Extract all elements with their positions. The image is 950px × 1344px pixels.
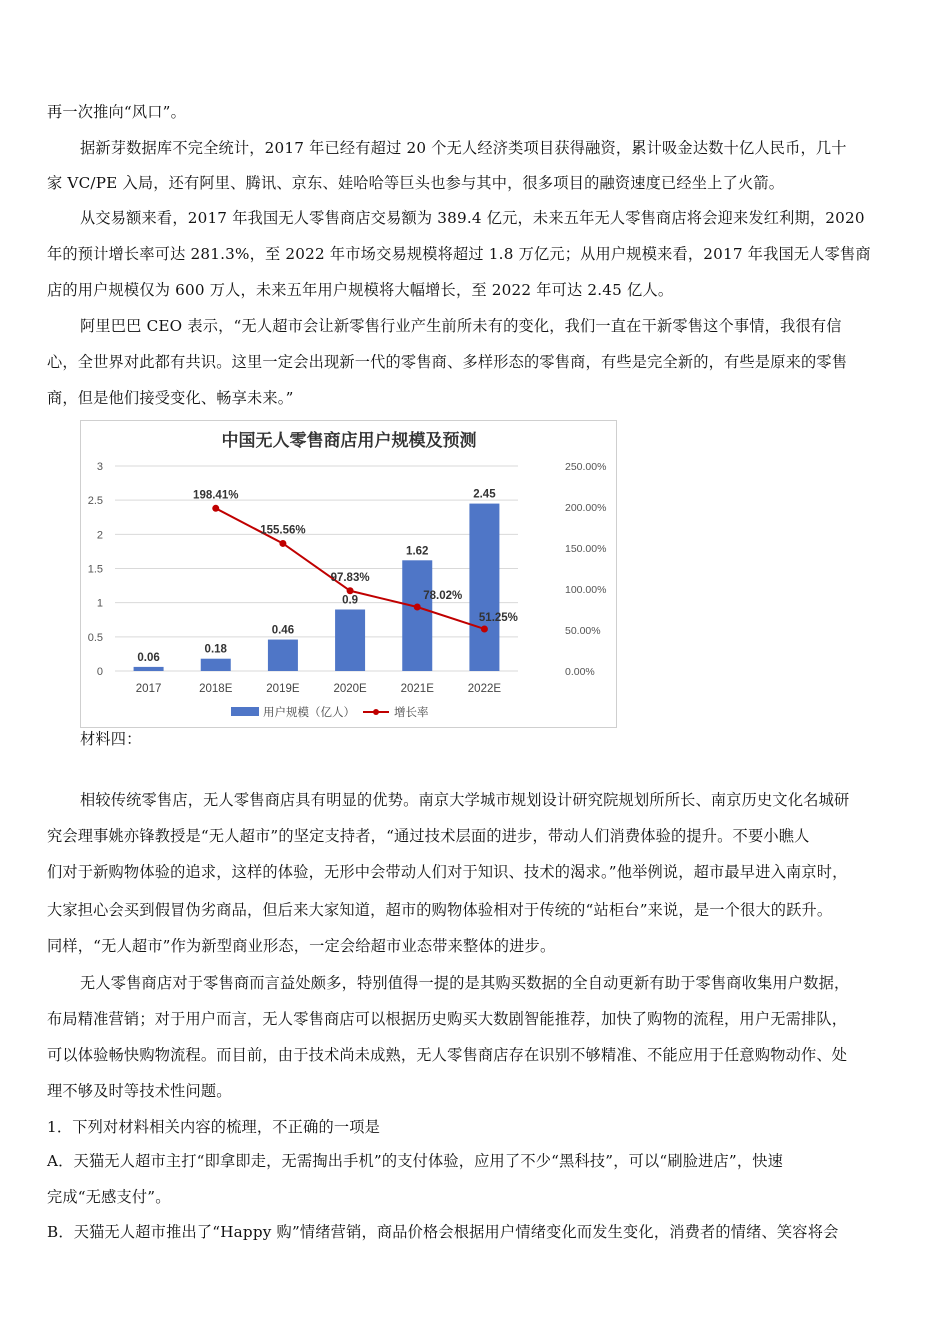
paragraph-line: 布局精准营销；对于用户而言，无人零售商店可以根据历史购买大数剧智能推荐，加快了购物的流程，用户无需排队， [47, 1010, 848, 1028]
bar [134, 667, 164, 671]
paragraph-line: 可以体验畅快购物流程。而目前，由于技术尚未成熟，无人零售商店存在识别不够精准、不能应用于任意购物动作、处 [47, 1046, 848, 1064]
option-a-continued: 完成“无感支付”。 [47, 1188, 171, 1206]
y-right-tick-label: 200.00% [565, 502, 607, 514]
y-left-tick-label: 2.5 [87, 495, 103, 508]
paragraph-line: 们对于新购物体验的追求，这样的体验，无形中会带动人们对于知识、技术的渴求。”他举例说，超市最早进入南京时， [47, 863, 848, 881]
option-a: A．天猫无人超市主打“即拿即走，无需掏出手机”的支付体验，应用了不少“黑科技”，可以“刷脸进店”，快速 [47, 1152, 784, 1170]
legend-line-label: 增长率 [394, 707, 429, 719]
bar-data-label: 2.45 [473, 488, 496, 501]
bar-data-label: 0.06 [137, 651, 160, 664]
bar [268, 640, 298, 671]
y-right-tick-label: 250.00% [565, 461, 607, 473]
chart-title: 中国无人零售商店用户规模及预测 [221, 431, 477, 450]
paragraph-line: 据新芽数据库不完全统计，2017 年已经有超过 20 个无人经济类项目获得融资，累计吸金达数十亿人民币，几十 [80, 139, 847, 157]
paragraph-line: 相较传统零售店，无人零售商店具有明显的优势。南京大学城市规划设计研究院规划所所长、南京历史文化名城研 [80, 791, 850, 809]
paragraph-line: 商，但是他们接受变化、畅享未来。” [47, 389, 294, 407]
y-right-tick-label: 50.00% [565, 625, 601, 637]
paragraph-line: 心，全世界对此都有共识。这里一定会出现新一代的零售商、多样形态的零售商，有些是完全新的，有些是原来的零售 [47, 353, 848, 371]
paragraph-line: 从交易额来看，2017 年我国无人零售商店交易额为 389.4 亿元，未来五年无人零售商店将会迎来发红利期，2020 [80, 209, 865, 227]
legend-bar-label: 用户规模（亿人） [263, 707, 355, 719]
bar-data-label: 1.62 [406, 545, 429, 558]
paragraph-line: 同样，“无人超市”作为新型商业形态，一定会给超市业态带来整体的进步。 [47, 937, 556, 955]
paragraph-line: 大家担心会买到假冒伪劣商品，但后来大家知道，超市的购物体验相对于传统的“站柜台”来说，是一个很大的跃升。 [47, 901, 833, 919]
bar [201, 659, 231, 671]
bar-data-label: 0.9 [342, 594, 359, 607]
growth-rate-label: 198.41% [193, 489, 239, 502]
paragraph-line: 无人零售商店对于零售商而言益处颇多，特别值得一提的是其购买数据的全自动更新有助于零售商收集用户数据， [80, 974, 850, 992]
question-stem: 1．下列对材料相关内容的梳理，不正确的一项是 [47, 1118, 381, 1136]
y-right-tick-label: 100.00% [565, 584, 607, 596]
growth-rate-point [279, 540, 286, 547]
paragraph-line: 家 VC/PE 入局，还有阿里、腾讯、京东、娃哈哈等巨头也参与其中，很多项目的融资速度已经坐上了火箭。 [47, 174, 785, 192]
chart-container [80, 420, 617, 728]
bar [335, 610, 365, 672]
y-right-tick-label: 150.00% [565, 543, 607, 555]
x-tick-label: 2017 [135, 683, 162, 695]
legend-bar-swatch [231, 707, 259, 716]
growth-rate-point [212, 505, 219, 512]
growth-rate-label: 78.02% [423, 590, 463, 603]
x-tick-label: 2018E [199, 683, 233, 695]
option-b: B．天猫无人超市推出了“Happy 购”情绪营销，商品价格会根据用户情绪变化而发生变化，消费者的情绪、笑容将会 [47, 1223, 839, 1241]
y-left-tick-label: 2 [96, 529, 103, 542]
growth-rate-label: 51.25% [478, 611, 518, 624]
y-left-tick-label: 0 [96, 666, 103, 678]
paragraph-line: 店的用户规模仅为 600 万人，未来五年用户规模将大幅增长，至 2022 年可达 2.45 亿人。 [47, 281, 674, 299]
y-left-tick-label: 0.5 [87, 631, 103, 644]
bar-data-label: 0.46 [271, 624, 295, 637]
x-tick-label: 2019E [266, 683, 300, 695]
legend-line-marker [373, 709, 379, 715]
section-heading: 材料四： [80, 730, 142, 748]
y-right-tick-label: 0.00% [565, 666, 595, 678]
x-tick-label: 2022E [467, 683, 502, 695]
y-left-tick-label: 3 [96, 461, 103, 473]
y-left-tick-label: 1 [96, 597, 103, 610]
growth-rate-label: 97.83% [330, 571, 370, 584]
growth-rate-point [414, 604, 421, 611]
bar [402, 560, 432, 671]
user-scale-chart [81, 421, 616, 727]
paragraph-line: 究会理事姚亦锋教授是“无人超市”的坚定支持者，“通过技术层面的进步，带动人们消费体验的提升。不要小瞧人 [47, 827, 810, 845]
growth-rate-label: 155.56% [260, 524, 306, 537]
paragraph-line: 阿里巴巴 CEO 表示，“无人超市会让新零售行业产生前所未有的变化，我们一直在干新零售这个事情，我很有信 [80, 317, 842, 335]
x-tick-label: 2020E [333, 683, 367, 695]
x-tick-label: 2021E [400, 683, 434, 695]
bar [469, 504, 499, 671]
bar-data-label: 0.18 [204, 643, 227, 656]
paragraph-line: 再一次推向“风口”。 [47, 103, 187, 121]
growth-rate-point [347, 587, 354, 594]
growth-rate-point [481, 625, 488, 632]
paragraph-line: 年的预计增长率可达 281.3%，至 2022 年市场交易规模将超过 1.8 万亿元；从用户规模来看，2017 年我国无人零售商 [47, 245, 871, 263]
paragraph-line: 理不够及时等技术性问题。 [47, 1082, 232, 1100]
y-left-tick-label: 1.5 [87, 563, 103, 576]
